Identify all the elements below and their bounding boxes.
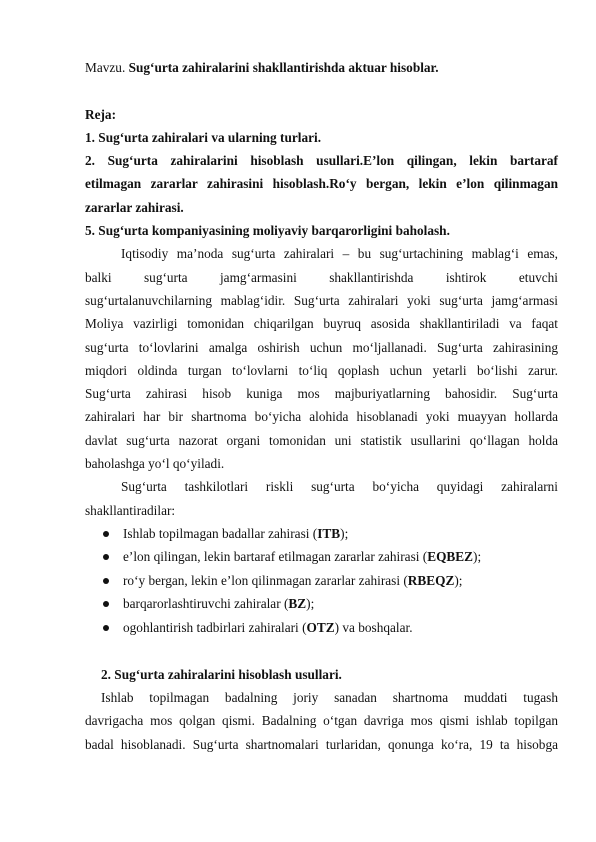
- abbreviation: RBEQZ: [407, 572, 455, 588]
- spacer: [85, 79, 558, 102]
- paragraph-2-line-2: shakllantiradilar:: [85, 502, 176, 518]
- list-item: ogohlantirish tadbirlari zahiralari (OTZ) va boshqalar.: [85, 616, 558, 640]
- topic-title: Sug‘urta zahiralarini shakllantirishda aktuar hisoblar.: [128, 60, 439, 75]
- plan-item-1: 1. Sug‘urta zahiralari va ularning turlari.: [85, 129, 322, 145]
- plan-title: Reja:: [85, 106, 117, 122]
- reserve-list: [85, 522, 558, 640]
- bullet-icon: [103, 625, 109, 631]
- list-item: barqarorlashtiruvchi zahiralar (BZ);: [85, 592, 558, 616]
- paragraph-1-line-8: zahiralari har bir shartnoma bo‘yicha alohida hisoblanadi yoki muayyan hollarda: [85, 409, 558, 425]
- topic-heading: Mavzu. Sug‘urta zahiralarini shakllantirishda aktuar hisoblar.: [85, 60, 439, 75]
- list-item: ro‘y bergan, lekin e’lon qilinmagan zararlar zahirasi (RBEQZ);: [85, 569, 558, 593]
- section-2-line-2: davrigacha mos qolgan qismi. Badalning o‘tgan davriga mos qismi ishlab topilgan: [85, 713, 558, 729]
- bullet-icon: [103, 578, 109, 584]
- list-item: e’lon qilingan, lekin bartaraf etilmagan zararlar zahirasi (EQBEZ);: [85, 545, 558, 569]
- abbreviation: BZ: [288, 596, 307, 612]
- bullet-icon: [103, 531, 109, 537]
- paragraph-1-line-2: balki sug‘urta jamg‘armasini shakllantirishda ishtirok etuvchi: [85, 269, 558, 285]
- document-page: [85, 56, 558, 756]
- paragraph-1-line-5: sug‘urta to‘lovlarini amalga oshirish uchun mo‘ljallanadi. Sug‘urta zahirasining: [85, 339, 558, 355]
- bullet-icon: [103, 601, 109, 607]
- paragraph-1-line-7: Sug‘urta zahirasi hisob kuniga mos majburiyatlarning bahosidir. Sug‘urta: [85, 386, 558, 402]
- bullet-icon: [103, 554, 109, 560]
- paragraph-1-line-4: Moliya vazirligi tomonidan chiqarilgan buyruq asosida shakllantiriladi va faqat: [85, 316, 558, 332]
- list-item: Ishlab topilmagan badallar zahirasi (ITB);: [85, 522, 558, 546]
- paragraph-1-line-3: sug‘urtalanuvchilarning mablag‘idir. Sug‘urta zahiralari yoki sug‘urta jamg‘armasi: [85, 292, 558, 308]
- plan-item-2-line-1: 2. Sug‘urta zahiralarini hisoblash usullari.E’lon qilingan, lekin bartaraf: [85, 153, 558, 169]
- paragraph-1-line-1: Iqtisodiy ma’noda sug‘urta zahiralari – bu sug‘urtachining mablag‘i emas,: [121, 246, 558, 262]
- section-2-title: 2. Sug‘urta zahiralarini hisoblash usullari.: [101, 666, 342, 682]
- plan-item-2-line-3: zararlar zahirasi.: [85, 199, 184, 215]
- topic-label: Mavzu: [85, 60, 122, 75]
- spacer: [85, 639, 558, 662]
- paragraph-1-line-6: miqdori oldinda turgan to‘lovlarni to‘liq qoplash uchun yetarli bo‘lishi zarur.: [85, 362, 558, 378]
- section-2-line-3: badal hisoblanadi. Sug‘urta shartnomalari turlaridan, qonunga ko‘ra, 19 ta hisobga: [85, 736, 558, 752]
- paragraph-1-line-9: davlat sug‘urta nazorat organi tomonidan uni statistik usullarini qo‘llagan holda: [85, 432, 558, 448]
- section-2-line-1: Ishlab topilmagan badalning joriy sanadan shartnoma muddati tugash: [101, 690, 558, 706]
- abbreviation: OTZ: [306, 619, 335, 635]
- abbreviation: ITB: [317, 525, 341, 541]
- paragraph-1-line-10: baholashga yo‘l qo‘yiladi.: [85, 456, 225, 472]
- paragraph-2-line-1: Sug‘urta tashkilotlari riskli sug‘urta bo‘yicha quyidagi zahiralarni: [121, 479, 558, 495]
- plan-item-5: 5. Sug‘urta kompaniyasining moliyaviy barqarorligini baholash.: [85, 223, 450, 239]
- plan-item-2-line-2: etilmagan zararlar zahirasini hisoblash.Ro‘y bergan, lekin e’lon qilinmagan: [85, 176, 558, 192]
- abbreviation: EQBEZ: [427, 549, 474, 565]
